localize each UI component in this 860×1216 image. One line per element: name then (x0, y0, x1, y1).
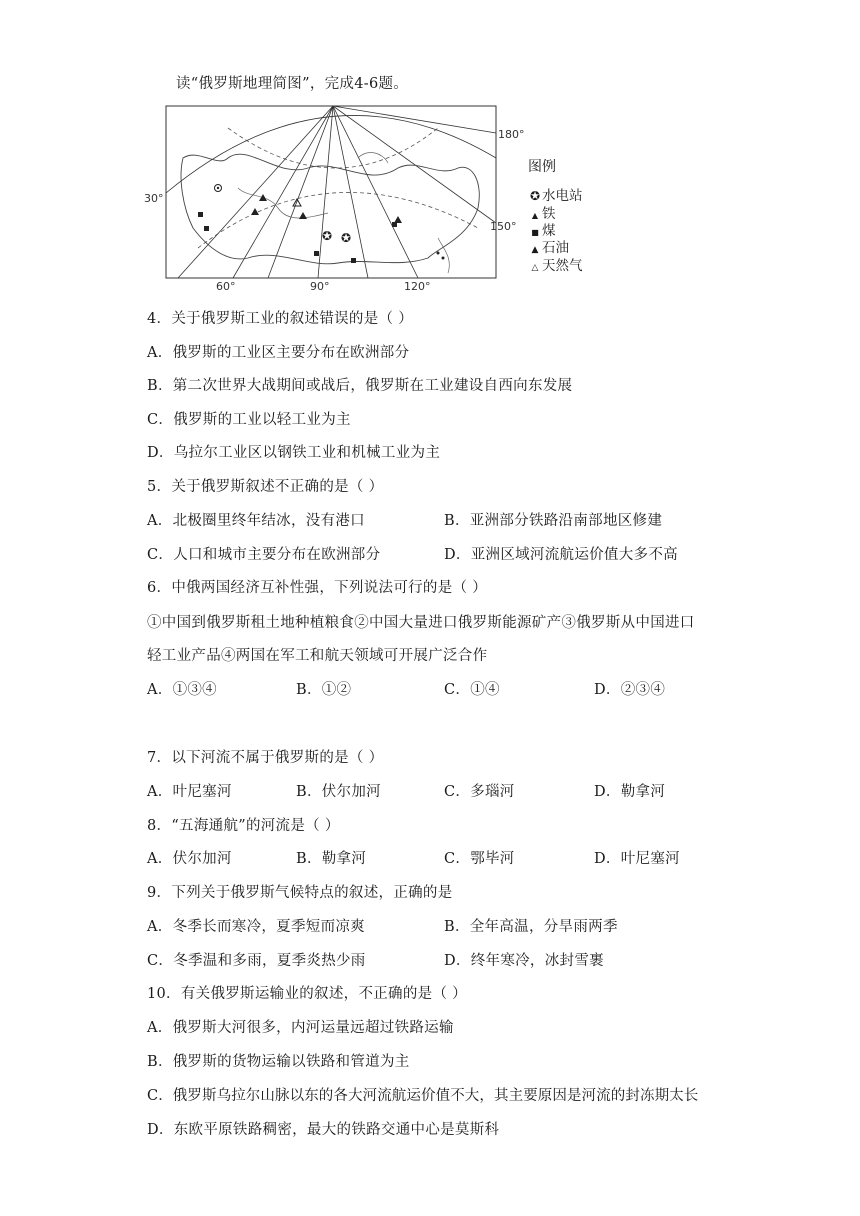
question-6-stem: 6．中俄两国经济互补性强，下列说法可行的是（ ） (147, 580, 488, 596)
question-9-stem: 9．下列关于俄罗斯气候特点的叙述，正确的是 (147, 885, 453, 901)
oil-icon: ▲ (531, 245, 539, 255)
legend-label: 铁 (542, 206, 556, 222)
question-8-option-c[interactable]: C．鄂毕河 (444, 851, 515, 867)
svg-text:✪: ✪ (341, 231, 352, 245)
question-5-stem: 5．关于俄罗斯叙述不正确的是（ ） (147, 479, 384, 495)
legend-label: 水电站 (542, 188, 583, 204)
question-10-option-d[interactable]: D．东欧平原铁路稠密，最大的铁路交通中心是莫斯科 (147, 1122, 500, 1138)
question-6-text-line-2: 轻工业产品④两国在军工和航天领域可开展广泛合作 (147, 648, 488, 664)
question-5-option-c[interactable]: C．人口和城市主要分布在欧洲部分 (147, 547, 381, 563)
question-7-option-a[interactable]: A．叶尼塞河 (147, 784, 232, 800)
lon-label-150: 150° (490, 220, 517, 233)
legend-label: 煤 (542, 223, 556, 239)
question-6-option-b[interactable]: B．①② (296, 682, 352, 698)
question-5-option-b[interactable]: B．亚洲部分铁路沿南部地区修建 (444, 513, 663, 529)
coal-icon: ■ (531, 228, 539, 237)
question-9-option-d[interactable]: D．终年寒冷，冰封雪裹 (444, 953, 604, 969)
question-7-option-d[interactable]: D．勒拿河 (594, 784, 666, 800)
question-9-option-c[interactable]: C．冬季温和多雨，夏季炎热少雨 (147, 953, 366, 969)
lon-label-60: 60° (216, 280, 236, 293)
question-5-option-a[interactable]: A．北极圈里终年结冰，没有港口 (147, 513, 365, 529)
question-4-option-a[interactable]: A．俄罗斯的工业区主要分布在欧洲部分 (147, 345, 410, 361)
intro-text: 读“俄罗斯地理简图”，完成4-6题。 (176, 76, 409, 92)
lon-label-90: 90° (310, 280, 330, 293)
question-7-stem: 7．以下河流不属于俄罗斯的是（ ） (147, 750, 384, 766)
question-5-option-d[interactable]: D．亚洲区域河流航运价值大多不高 (444, 547, 678, 563)
question-4-stem: 4．关于俄罗斯工业的叙述错误的是（ ） (147, 311, 414, 327)
question-6-text-line-1: ①中国到俄罗斯租土地种植粮食②中国大量进口俄罗斯能源矿产③俄罗斯从中国进口 (147, 615, 695, 631)
question-10-option-c[interactable]: C．俄罗斯乌拉尔山脉以东的各大河流航运价值不大，其主要原因是河流的封冻期太长 (147, 1088, 699, 1104)
iron-icon: ▲ (531, 211, 539, 220)
legend-item-hydropower (528, 184, 583, 204)
question-8-option-d[interactable]: D．叶尼塞河 (594, 851, 680, 867)
question-10-option-a[interactable]: A．俄罗斯大河很多，内河运量远超过铁路运输 (147, 1020, 454, 1036)
question-4-option-c[interactable]: C．俄罗斯的工业以轻工业为主 (147, 412, 351, 428)
question-10-option-b[interactable]: B．俄罗斯的货物运输以铁路和管道为主 (147, 1054, 410, 1070)
question-6-option-a[interactable]: A．①③④ (147, 682, 217, 698)
question-10-stem: 10．有关俄罗斯运输业的叙述，不正确的是（ ） (147, 986, 467, 1002)
question-8-option-a[interactable]: A．伏尔加河 (147, 851, 232, 867)
svg-text:✪: ✪ (322, 229, 333, 243)
russia-map (138, 98, 598, 298)
question-6-option-c[interactable]: C．①④ (444, 682, 500, 698)
question-6-option-d[interactable]: D．②③④ (594, 682, 666, 698)
question-8-stem: 8．“五海通航”的河流是（ ） (147, 818, 340, 834)
legend-label: 天然气 (542, 258, 583, 274)
lat-label-30: 30° (144, 192, 164, 205)
legend-label: 石油 (542, 240, 569, 256)
legend-item-oil (528, 236, 569, 256)
legend-item-gas (528, 254, 583, 274)
question-8-option-b[interactable]: B．勒拿河 (296, 851, 367, 867)
question-7-option-c[interactable]: C．多瑙河 (444, 784, 515, 800)
question-9-option-a[interactable]: A．冬季长而寒冷，夏季短而凉爽 (147, 919, 365, 935)
legend-title: 图例 (528, 159, 556, 175)
gas-icon: △ (531, 263, 539, 273)
lon-label-120: 120° (404, 280, 431, 293)
lon-label-180: 180° (498, 128, 525, 141)
question-4-option-b[interactable]: B．第二次世界大战期间或战后，俄罗斯在工业建设自西向东发展 (147, 378, 573, 394)
question-4-option-d[interactable]: D．乌拉尔工业区以钢铁工业和机械工业为主 (147, 445, 441, 461)
question-7-option-b[interactable]: B．伏尔加河 (296, 784, 381, 800)
hydropower-icon: ✪ (529, 189, 541, 203)
question-9-option-b[interactable]: B．全年高温，分旱雨两季 (444, 919, 618, 935)
